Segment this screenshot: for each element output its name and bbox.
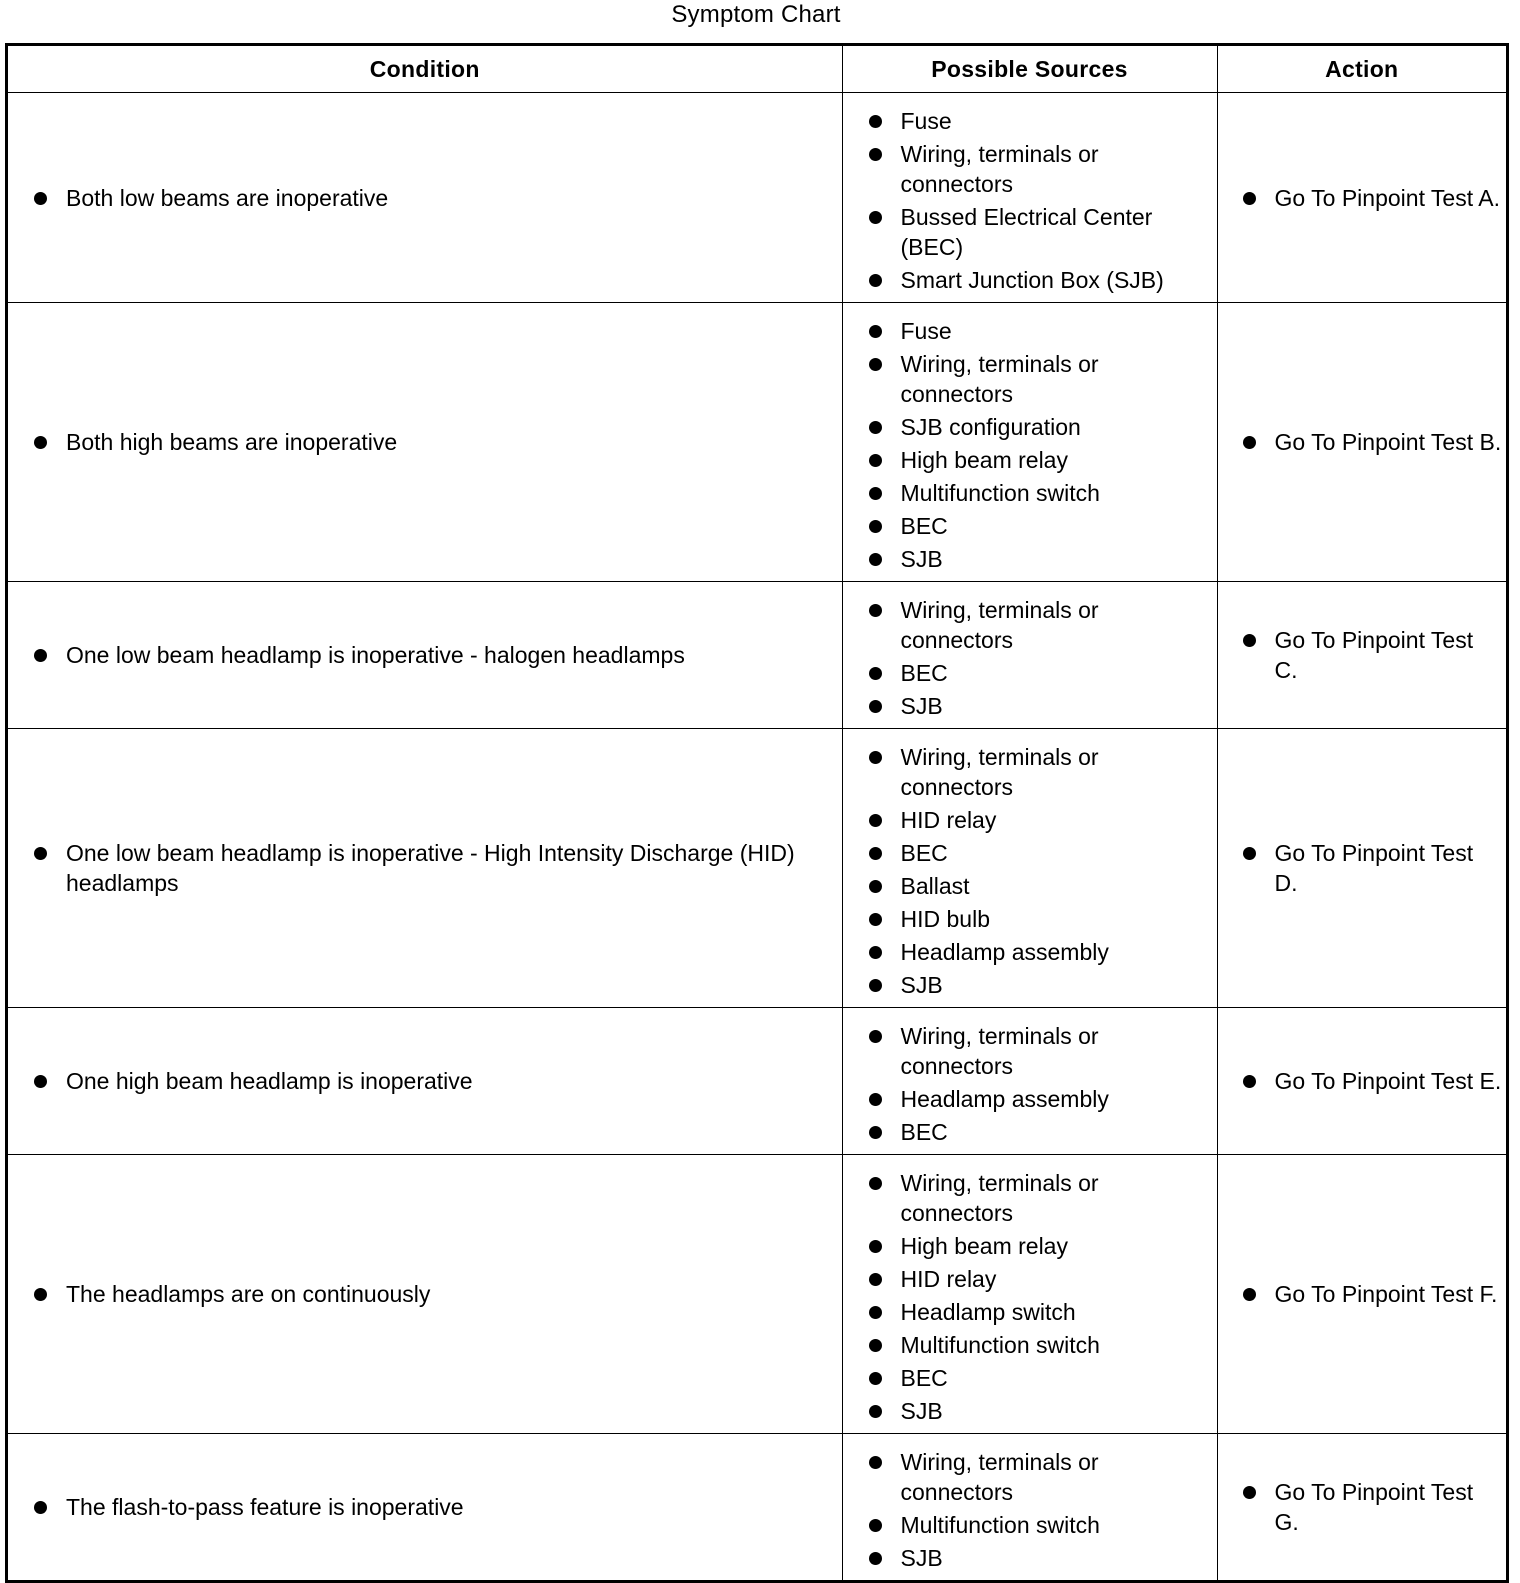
condition-cell	[8, 1434, 842, 1581]
source-item: Headlamp assembly	[901, 937, 1207, 967]
possible-sources-list	[843, 582, 1217, 728]
source-item: BEC	[901, 1363, 1207, 1393]
header-possible-sources: Possible Sources	[842, 46, 1217, 93]
action-list	[1218, 1066, 1507, 1096]
action-list	[1218, 838, 1507, 898]
action-text: Go To Pinpoint Test A.	[1275, 183, 1503, 213]
condition-list	[8, 838, 842, 898]
action-cell	[1217, 1434, 1506, 1581]
source-item: SJB	[901, 970, 1207, 1000]
table-row	[8, 303, 1506, 582]
source-item: HID bulb	[901, 904, 1207, 934]
source-item: Wiring, terminals or connectors	[901, 595, 1207, 655]
action-text: Go To Pinpoint Test B.	[1274, 429, 1502, 455]
possible-sources-list	[843, 729, 1217, 1007]
condition-text: Both low beams are inoperative	[66, 183, 812, 213]
condition-cell	[8, 582, 842, 729]
action-text: Go To Pinpoint Test F.	[1275, 1279, 1503, 1309]
condition-cell	[8, 729, 842, 1008]
source-item: Bussed Electrical Center (BEC)	[901, 202, 1207, 262]
action-list	[1218, 1477, 1507, 1537]
possible-sources-cell	[842, 303, 1217, 582]
table-row	[8, 729, 1506, 1008]
source-item: BEC	[901, 511, 1207, 541]
source-item: Fuse	[901, 106, 1207, 136]
source-item: Headlamp assembly	[901, 1084, 1207, 1114]
condition-list	[8, 1492, 842, 1522]
possible-sources-list	[843, 1155, 1217, 1433]
condition-text: The flash-to-pass feature is inoperative	[66, 1492, 812, 1522]
condition-list	[8, 640, 842, 670]
condition-text: One high beam headlamp is inoperative	[66, 1066, 812, 1096]
source-item: BEC	[901, 838, 1207, 868]
condition-cell	[8, 303, 842, 582]
possible-sources-cell	[842, 1155, 1217, 1434]
action-cell	[1217, 303, 1506, 582]
possible-sources-list	[843, 1434, 1217, 1580]
condition-cell	[8, 1155, 842, 1434]
condition-cell	[8, 1008, 842, 1155]
source-item: Wiring, terminals or connectors	[901, 1021, 1207, 1081]
condition-list	[8, 1066, 842, 1096]
condition-text: Both high beams are inoperative	[66, 427, 812, 457]
condition-list	[8, 1279, 842, 1309]
source-item: Wiring, terminals or connectors	[901, 1168, 1207, 1228]
source-item: HID relay	[901, 805, 1207, 835]
table-body	[8, 93, 1506, 1581]
possible-sources-list	[843, 1008, 1217, 1154]
action-list	[1218, 183, 1507, 213]
source-item: BEC	[901, 1117, 1207, 1147]
possible-sources-cell	[842, 729, 1217, 1008]
action-text: Go To Pinpoint Test E.	[1274, 1068, 1502, 1094]
table-row	[8, 1155, 1506, 1434]
action-cell	[1217, 1155, 1506, 1434]
action-list	[1218, 1279, 1507, 1309]
table-row	[8, 93, 1506, 303]
table-row	[8, 582, 1506, 729]
source-item: Smart Junction Box (SJB)	[901, 265, 1207, 295]
source-item: Ballast	[901, 871, 1207, 901]
action-text: Go To Pinpoint Test D.	[1275, 838, 1503, 898]
source-item: Multifunction switch	[901, 1510, 1207, 1540]
source-item: HID relay	[901, 1264, 1207, 1294]
source-item: Multifunction switch	[901, 1330, 1207, 1360]
source-item: SJB	[901, 544, 1207, 574]
table-header-row	[8, 46, 1506, 93]
condition-text: One low beam headlamp is inoperative - halogen headlamps	[66, 640, 812, 670]
action-list	[1218, 625, 1507, 685]
condition-list	[8, 427, 842, 457]
action-text: Go To Pinpoint Test C.	[1275, 625, 1503, 685]
condition-text: One low beam headlamp is inoperative - High Intensity Discharge (HID) headlamps	[66, 838, 812, 898]
action-cell	[1217, 93, 1506, 303]
source-item: High beam relay	[901, 1231, 1207, 1261]
symptom-table-frame	[5, 43, 1509, 1583]
source-item: Wiring, terminals or connectors	[901, 742, 1207, 802]
source-item: BEC	[901, 658, 1207, 688]
source-item: SJB	[901, 1396, 1207, 1426]
action-cell	[1217, 1008, 1506, 1155]
source-item: Fuse	[901, 316, 1207, 346]
source-item: Headlamp switch	[901, 1297, 1207, 1327]
action-text: Go To Pinpoint Test G.	[1275, 1477, 1503, 1537]
possible-sources-cell	[842, 93, 1217, 303]
possible-sources-cell	[842, 1434, 1217, 1581]
possible-sources-list	[843, 93, 1217, 302]
condition-text: The headlamps are on continuously	[66, 1279, 812, 1309]
table-row	[8, 1434, 1506, 1581]
source-item: High beam relay	[901, 445, 1207, 475]
source-item: Wiring, terminals or connectors	[901, 139, 1207, 199]
symptom-table	[8, 46, 1506, 1580]
header-action: Action	[1217, 46, 1506, 93]
source-item: Wiring, terminals or connectors	[901, 349, 1207, 409]
header-condition: Condition	[8, 46, 842, 93]
possible-sources-cell	[842, 582, 1217, 729]
source-item: Multifunction switch	[901, 478, 1207, 508]
source-item: SJB configuration	[901, 412, 1207, 442]
possible-sources-list	[843, 303, 1217, 581]
source-item: Wiring, terminals or connectors	[901, 1447, 1207, 1507]
source-item: SJB	[901, 691, 1207, 721]
chart-title: Symptom Chart	[671, 1, 841, 28]
condition-cell	[8, 93, 842, 303]
action-list	[1218, 427, 1507, 457]
action-cell	[1217, 582, 1506, 729]
action-cell	[1217, 729, 1506, 1008]
source-item: SJB	[901, 1543, 1207, 1573]
table-row	[8, 1008, 1506, 1155]
possible-sources-cell	[842, 1008, 1217, 1155]
condition-list	[8, 183, 842, 213]
